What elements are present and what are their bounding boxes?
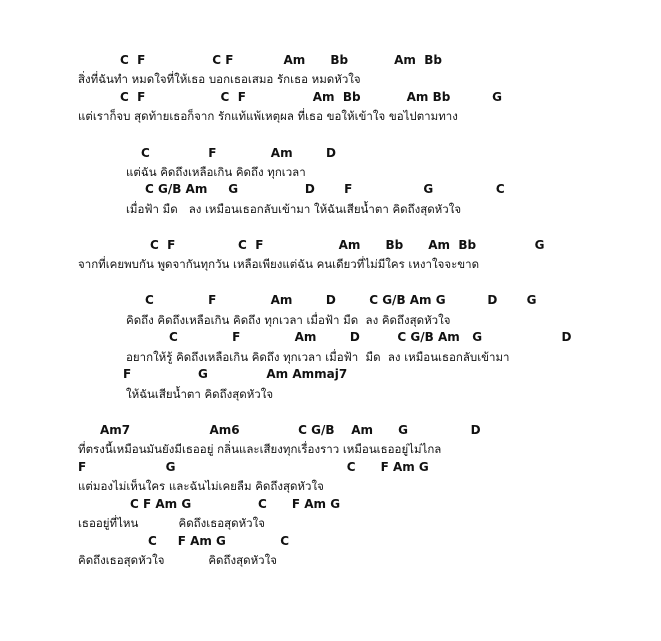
chord-line: C F C F Am Bb Am Bb G [150, 238, 545, 252]
lyric-line: แต่ฉัน คิดถึงเหลือเกิน คิดถึง ทุกเวลา [126, 165, 306, 179]
lyric-line: แต่มองไม่เห็นใคร และฉันไม่เคยลืม คิดถึงสุดหัวใจ [78, 479, 324, 493]
chord-line: C F C F Am Bb Am Bb G [120, 90, 502, 104]
chord-line: C F C F Am Bb Am Bb [120, 53, 442, 67]
lyric-line: แต่เราก็จบ สุดท้ายเธอก็จาก รักแท้แพ้เหตุผล ที่เธอ ขอให้เข้าใจ ขอไปตามทาง [78, 109, 458, 123]
chord-line: C F Am G C [148, 534, 290, 548]
lyric-line: อยากให้รู้ คิดถึงเหลือเกิน คิดถึง ทุกเวลา เมื่อฟ้า มืด ลง เหมือนเธอกลับเข้ามา [126, 350, 510, 364]
lyric-line: เมื่อฟ้า มืด ลง เหมือนเธอกลับเข้ามา ให้ฉันเสียน้ำตา คิดถึงสุดหัวใจ [126, 202, 462, 216]
lyric-line: คิดถึงเธอสุดหัวใจ คิดถึงสุดหัวใจ [78, 553, 277, 567]
lyric-line: เธออยู่ที่ไหน คิดถึงเธอสุดหัวใจ [78, 516, 265, 530]
chord-line: F G C F Am G [78, 460, 429, 474]
chord-line: Am7 Am6 C G/B Am G D [100, 423, 481, 437]
lyric-line: สิ่งที่ฉันทำ หมดใจที่ให้เธอ บอกเธอเสมอ รักเธอ หมดหัวใจ [78, 72, 361, 86]
chord-line: C G/B Am G D F G C [145, 182, 505, 196]
chord-line: C F Am D C G/B Am G D [169, 330, 572, 344]
lyric-line: ที่ตรงนี้เหมือนมันยังมีเธออยู่ กลิ่นและเสียงทุกเรื่องราว เหมือนเธออยู่ไม่ไกล [78, 442, 442, 456]
lyric-line: จากที่เคยพบกัน พูดจากันทุกวัน เหลือเพียงแต่ฉัน คนเดียวที่ไม่มีใคร เหงาใจจะขาด [78, 257, 480, 271]
lyric-line: ให้ฉันเสียน้ำตา คิดถึงสุดหัวใจ [126, 387, 274, 401]
chord-line: C F Am G C F Am G [130, 497, 341, 511]
chord-line: F G Am Ammaj7 [123, 367, 348, 381]
chord-line: C F Am D C G/B Am G D G [145, 293, 537, 307]
chord-line: C F Am D [141, 146, 336, 160]
lyric-line: คิดถึง คิดถึงเหลือเกิน คิดถึง ทุกเวลา เมื่อฟ้า มืด ลง คิดถึงสุดหัวใจ [126, 313, 451, 327]
